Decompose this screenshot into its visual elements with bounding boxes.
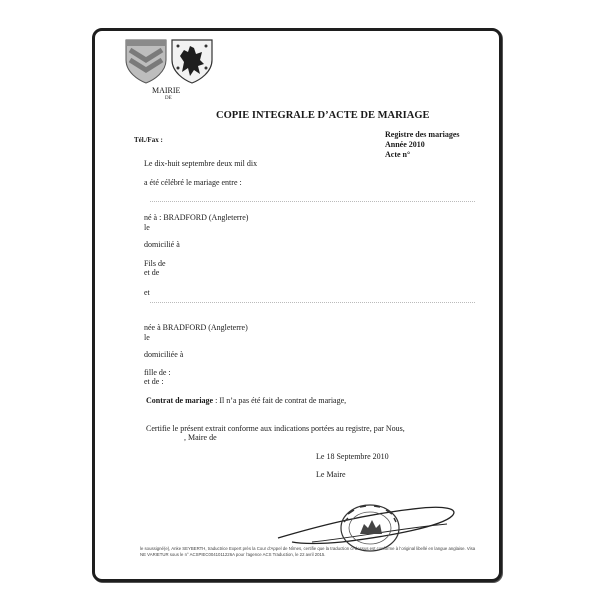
registry-line-1: Registre des mariages — [385, 130, 460, 139]
groom-birthdate-label: le — [144, 223, 150, 232]
translator-certification-note: le soussigné(e), Anke SEYBERTH, traductrice Expert près la Cour d’Appel de Nîmes, certifie que la traduction ci-dessus est conforme à l’original libellé en langue anglaise. Visa NE VARIETUR sous le n° ACSPIEC0041011226A pour l’agence ACS Traduction, le 22 avril 2015. — [140, 546, 476, 557]
bride-daughter-of-label: fille de : — [144, 368, 171, 377]
certification-line-2: , Maire de — [184, 433, 217, 442]
celebrated-line: a été célébré le mariage entre : — [144, 178, 242, 187]
lion-crest-icon — [170, 38, 214, 84]
groom-birthplace: né à : BRADFORD (Angleterre) — [144, 213, 249, 222]
contract-text: : Il n’a pas été fait de contrat de mariage, — [213, 396, 347, 405]
marriage-contract-line — [146, 396, 346, 405]
bride-birthplace: née à BRADFORD (Angleterre) — [144, 323, 248, 332]
groom-domicile-label: domicilié à — [144, 240, 180, 249]
signature-role: Le Maire — [316, 470, 346, 479]
bride-domicile-label: domiciliée à — [144, 350, 184, 359]
date-line: Le dix-huit septembre deux mil dix — [144, 159, 258, 168]
document-title: COPIE INTEGRALE D’ACTE DE MARIAGE — [216, 110, 430, 121]
bride-birthdate-label: le — [144, 333, 150, 342]
municipal-crest-icon — [124, 38, 168, 84]
groom-son-of-label: Fils de — [144, 259, 166, 268]
tel-fax-label: Tél./Fax : — [134, 136, 163, 144]
contract-label: Contrat de mariage — [146, 396, 214, 405]
mairie-sub-label: DE — [165, 96, 172, 101]
separator-dots — [150, 302, 475, 303]
groom-and-of-label: et de — [144, 268, 160, 277]
bride-and-of-label: et de : — [144, 377, 164, 386]
separator-dots — [150, 201, 475, 202]
registry-line-2: Année 2010 — [385, 140, 425, 149]
certification-line-1: Certifie le présent extrait conforme aux indications portées au registre, par Nous, — [146, 424, 405, 433]
registry-line-3: Acte n° — [385, 150, 411, 159]
mairie-label: MAIRIE — [152, 86, 181, 95]
and-label: et — [144, 288, 150, 297]
signature-date: Le 18 Septembre 2010 — [316, 452, 389, 461]
